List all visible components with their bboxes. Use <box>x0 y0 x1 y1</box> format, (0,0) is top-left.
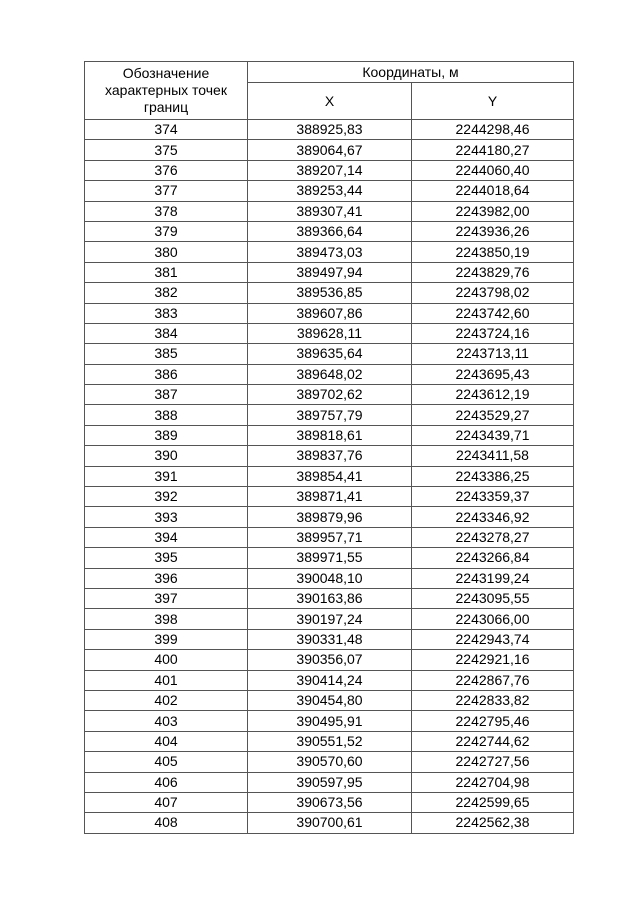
point-cell: 398 <box>85 609 248 629</box>
y-coordinate-cell: 2243798,02 <box>412 283 574 303</box>
table-row <box>85 690 574 710</box>
y-coordinate-cell: 2242795,46 <box>412 711 574 731</box>
y-coordinate-cell: 2244018,64 <box>412 181 574 201</box>
x-coordinate-cell: 389971,55 <box>248 548 412 568</box>
y-coordinate-cell: 2243529,27 <box>412 405 574 425</box>
table-row <box>85 487 574 507</box>
x-coordinate-cell: 389871,41 <box>248 487 412 507</box>
y-coordinate-cell: 2243266,84 <box>412 548 574 568</box>
x-coordinate-cell: 390495,91 <box>248 711 412 731</box>
y-coordinate-cell: 2242867,76 <box>412 670 574 690</box>
point-cell: 404 <box>85 731 248 751</box>
table-row <box>85 670 574 690</box>
x-coordinate-cell: 389818,61 <box>248 425 412 445</box>
table-row <box>85 609 574 629</box>
point-cell: 401 <box>85 670 248 690</box>
table-row <box>85 568 574 588</box>
table-row <box>85 262 574 282</box>
x-coordinate-cell: 389064,67 <box>248 140 412 160</box>
x-coordinate-cell: 389207,14 <box>248 160 412 180</box>
header-row-top <box>85 62 574 83</box>
point-cell: 389 <box>85 425 248 445</box>
y-coordinate-cell: 2243612,19 <box>412 385 574 405</box>
table-row <box>85 385 574 405</box>
x-coordinate-cell: 389837,76 <box>248 446 412 466</box>
point-cell: 375 <box>85 140 248 160</box>
y-coordinate-cell: 2243724,16 <box>412 323 574 343</box>
point-cell: 390 <box>85 446 248 466</box>
point-cell: 396 <box>85 568 248 588</box>
table-row <box>85 283 574 303</box>
x-coordinate-cell: 389497,94 <box>248 262 412 282</box>
point-cell: 407 <box>85 792 248 812</box>
point-cell: 379 <box>85 221 248 241</box>
x-coordinate-cell: 389648,02 <box>248 364 412 384</box>
y-coordinate-cell: 2243386,25 <box>412 466 574 486</box>
x-coordinate-cell: 390414,24 <box>248 670 412 690</box>
table-row <box>85 446 574 466</box>
y-coordinate-cell: 2243278,27 <box>412 527 574 547</box>
x-coordinate-cell: 390197,24 <box>248 609 412 629</box>
table-row <box>85 466 574 486</box>
y-coordinate-cell: 2242704,98 <box>412 772 574 792</box>
point-cell: 386 <box>85 364 248 384</box>
x-coordinate-cell: 389702,62 <box>248 385 412 405</box>
x-coordinate-cell: 389366,64 <box>248 221 412 241</box>
table-row <box>85 507 574 527</box>
x-coordinate-cell: 390454,80 <box>248 690 412 710</box>
point-cell: 397 <box>85 588 248 608</box>
x-coordinate-cell: 390163,86 <box>248 588 412 608</box>
y-coordinate-cell: 2243095,55 <box>412 588 574 608</box>
y-coordinate-cell: 2243066,00 <box>412 609 574 629</box>
table-row <box>85 711 574 731</box>
x-coordinate-cell: 388925,83 <box>248 120 412 140</box>
y-coordinate-cell: 2243695,43 <box>412 364 574 384</box>
x-coordinate-cell: 389957,71 <box>248 527 412 547</box>
y-coordinate-cell: 2243829,76 <box>412 262 574 282</box>
y-coordinate-cell: 2243411,58 <box>412 446 574 466</box>
x-coordinate-cell: 389473,03 <box>248 242 412 262</box>
point-cell: 381 <box>85 262 248 282</box>
table-row <box>85 425 574 445</box>
y-coordinate-cell: 2242727,56 <box>412 752 574 772</box>
y-coordinate-cell: 2243439,71 <box>412 425 574 445</box>
point-cell: 394 <box>85 527 248 547</box>
table-row <box>85 303 574 323</box>
y-coordinate-cell: 2244298,46 <box>412 120 574 140</box>
table-row <box>85 527 574 547</box>
table-row <box>85 772 574 792</box>
point-cell: 385 <box>85 344 248 364</box>
point-cell: 406 <box>85 772 248 792</box>
point-cell: 400 <box>85 650 248 670</box>
x-coordinate-cell: 389607,86 <box>248 303 412 323</box>
table-row <box>85 201 574 221</box>
table-row <box>85 650 574 670</box>
table-row <box>85 792 574 812</box>
x-coordinate-cell: 390356,07 <box>248 650 412 670</box>
table-header <box>85 62 574 120</box>
table-row <box>85 323 574 343</box>
table-row <box>85 160 574 180</box>
table-row <box>85 120 574 140</box>
x-column-header: X <box>248 83 412 120</box>
point-cell: 384 <box>85 323 248 343</box>
point-designation-header: Обозначение характерных точек границ <box>85 62 248 120</box>
table-body <box>85 120 574 834</box>
coordinates-header: Координаты, м <box>248 62 574 83</box>
y-coordinate-cell: 2243713,11 <box>412 344 574 364</box>
y-column-header: Y <box>412 83 574 120</box>
point-cell: 393 <box>85 507 248 527</box>
y-coordinate-cell: 2242943,74 <box>412 629 574 649</box>
x-coordinate-cell: 389635,64 <box>248 344 412 364</box>
x-coordinate-cell: 390048,10 <box>248 568 412 588</box>
x-coordinate-cell: 390597,95 <box>248 772 412 792</box>
x-coordinate-cell: 389879,96 <box>248 507 412 527</box>
table-row <box>85 364 574 384</box>
y-coordinate-cell: 2243199,24 <box>412 568 574 588</box>
point-cell: 376 <box>85 160 248 180</box>
table-row <box>85 731 574 751</box>
point-cell: 382 <box>85 283 248 303</box>
table-row <box>85 242 574 262</box>
point-cell: 399 <box>85 629 248 649</box>
y-coordinate-cell: 2243982,00 <box>412 201 574 221</box>
point-cell: 408 <box>85 813 248 833</box>
point-cell: 378 <box>85 201 248 221</box>
table-row <box>85 813 574 833</box>
point-cell: 388 <box>85 405 248 425</box>
table-row <box>85 629 574 649</box>
y-coordinate-cell: 2243346,92 <box>412 507 574 527</box>
y-coordinate-cell: 2242833,82 <box>412 690 574 710</box>
y-coordinate-cell: 2243936,26 <box>412 221 574 241</box>
x-coordinate-cell: 390700,61 <box>248 813 412 833</box>
y-coordinate-cell: 2243850,19 <box>412 242 574 262</box>
y-coordinate-cell: 2242744,62 <box>412 731 574 751</box>
table-row <box>85 344 574 364</box>
point-cell: 383 <box>85 303 248 323</box>
x-coordinate-cell: 389253,44 <box>248 181 412 201</box>
point-cell: 405 <box>85 752 248 772</box>
y-coordinate-cell: 2242921,16 <box>412 650 574 670</box>
y-coordinate-cell: 2244180,27 <box>412 140 574 160</box>
y-coordinate-cell: 2242599,65 <box>412 792 574 812</box>
x-coordinate-cell: 390331,48 <box>248 629 412 649</box>
point-cell: 377 <box>85 181 248 201</box>
y-coordinate-cell: 2243359,37 <box>412 487 574 507</box>
point-cell: 387 <box>85 385 248 405</box>
point-cell: 403 <box>85 711 248 731</box>
point-cell: 392 <box>85 487 248 507</box>
table-row <box>85 548 574 568</box>
point-cell: 395 <box>85 548 248 568</box>
x-coordinate-cell: 389628,11 <box>248 323 412 343</box>
point-cell: 402 <box>85 690 248 710</box>
point-cell: 380 <box>85 242 248 262</box>
coordinates-table <box>84 61 574 834</box>
table-row <box>85 181 574 201</box>
table-row <box>85 221 574 241</box>
point-cell: 374 <box>85 120 248 140</box>
y-coordinate-cell: 2243742,60 <box>412 303 574 323</box>
x-coordinate-cell: 389854,41 <box>248 466 412 486</box>
table-row <box>85 752 574 772</box>
x-coordinate-cell: 389536,85 <box>248 283 412 303</box>
x-coordinate-cell: 390570,60 <box>248 752 412 772</box>
table-row <box>85 140 574 160</box>
x-coordinate-cell: 390551,52 <box>248 731 412 751</box>
y-coordinate-cell: 2242562,38 <box>412 813 574 833</box>
point-cell: 391 <box>85 466 248 486</box>
x-coordinate-cell: 389757,79 <box>248 405 412 425</box>
y-coordinate-cell: 2244060,40 <box>412 160 574 180</box>
x-coordinate-cell: 390673,56 <box>248 792 412 812</box>
x-coordinate-cell: 389307,41 <box>248 201 412 221</box>
table-row <box>85 405 574 425</box>
table-row <box>85 588 574 608</box>
